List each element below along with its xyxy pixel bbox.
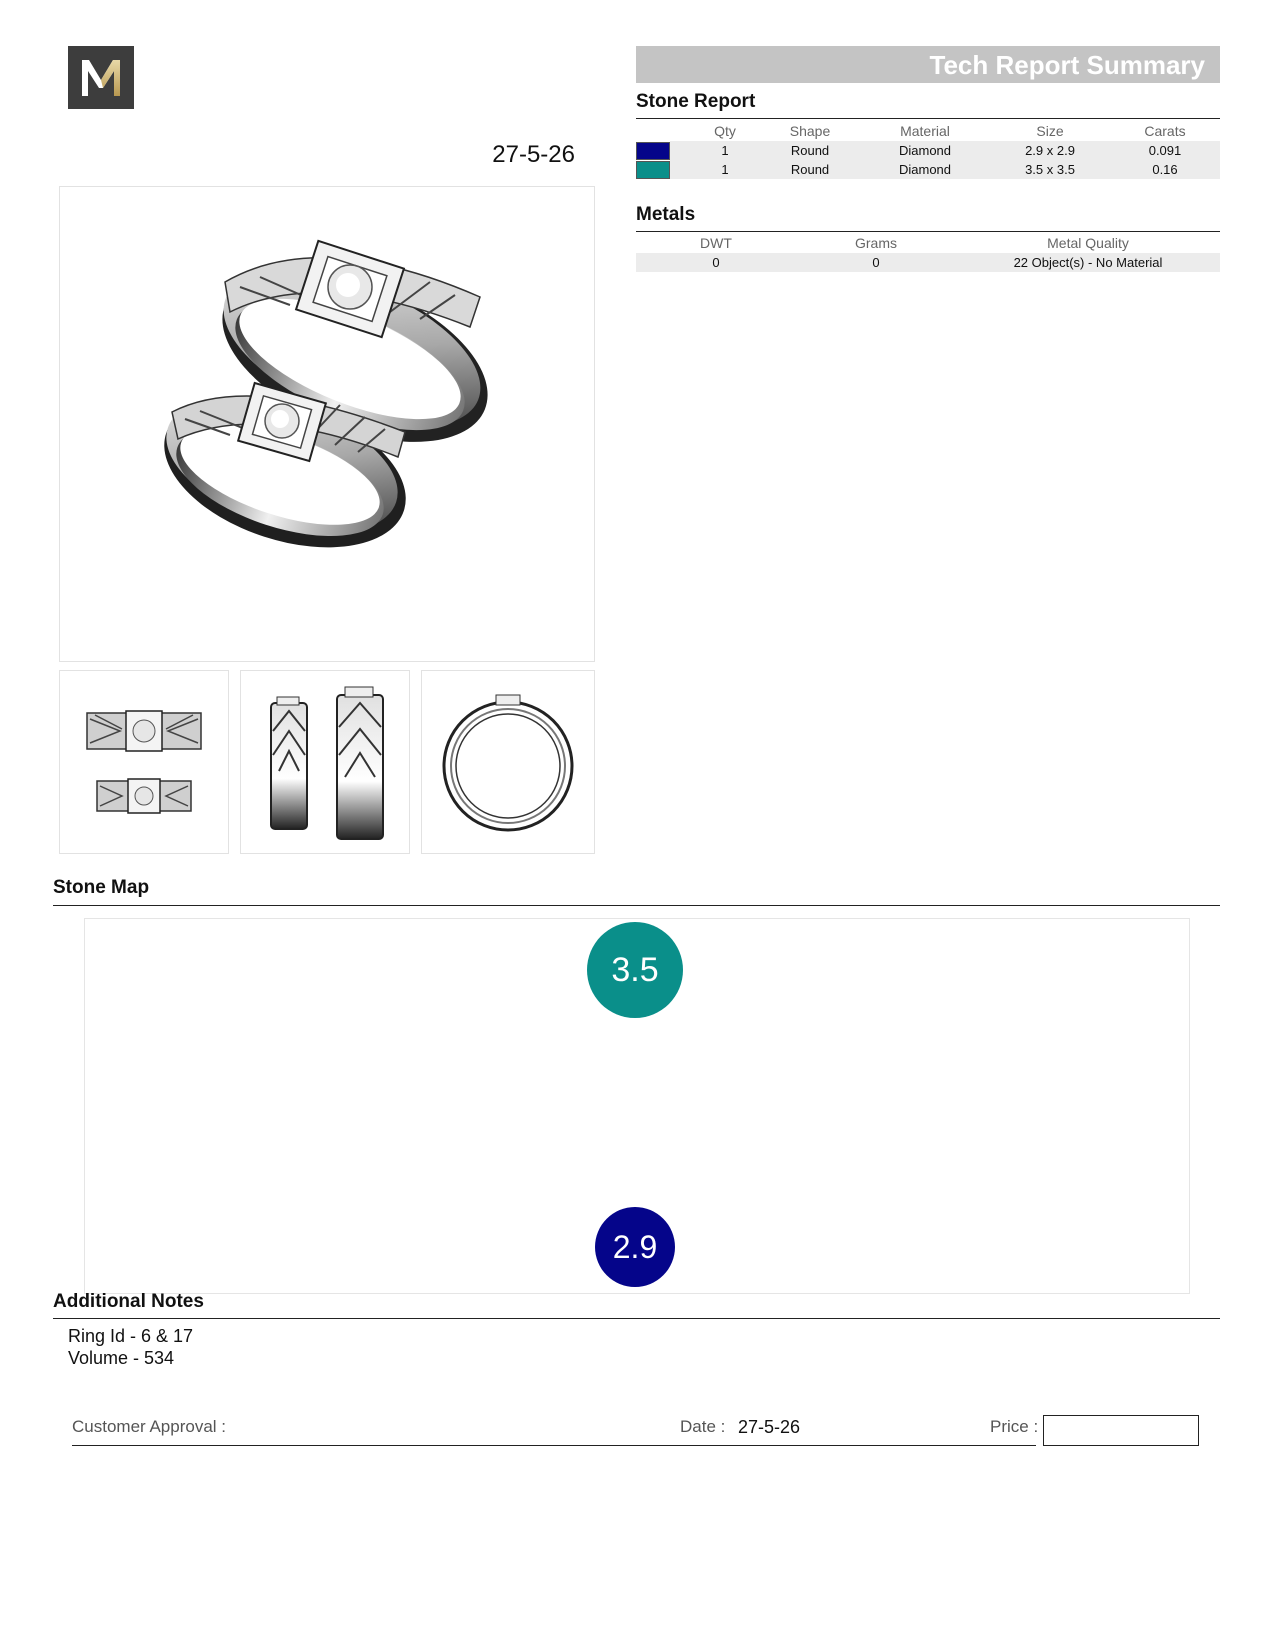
- stone-report-heading: Stone Report: [636, 91, 756, 112]
- thumbnail-side-view: [240, 670, 410, 854]
- note-line: Ring Id - 6 & 17: [68, 1326, 194, 1346]
- divider: [636, 118, 1220, 119]
- carats-cell: 0.091: [1110, 141, 1220, 160]
- stone-map: [84, 918, 1190, 1294]
- spacer-cell: [670, 160, 690, 179]
- price-label: Price :: [990, 1417, 1039, 1436]
- divider: [636, 231, 1220, 232]
- material-cell: Diamond: [860, 160, 990, 179]
- metals-heading: Metals: [636, 204, 696, 225]
- company-logo: [68, 46, 134, 109]
- main-ring-image: [59, 186, 595, 662]
- stone-size-label: 2.9: [612, 1228, 658, 1265]
- column-header: Qty: [714, 123, 736, 139]
- thumbnail-top-view: [59, 670, 229, 854]
- quality-cell: 22 Object(s) - No Material: [956, 253, 1220, 272]
- date-value: 27-5-26: [738, 1417, 801, 1437]
- divider: [53, 905, 1220, 906]
- column-header: Size: [1036, 123, 1064, 139]
- column-header: Carats: [1144, 123, 1186, 139]
- note-line: Volume - 534: [68, 1348, 175, 1368]
- approval-signature-line[interactable]: [72, 1445, 1036, 1446]
- stone-report-table: [636, 121, 1220, 179]
- size-cell: 3.5 x 3.5: [990, 160, 1110, 179]
- stone-marker: [587, 922, 683, 1018]
- column-header: Grams: [855, 235, 897, 251]
- shape-cell: Round: [760, 160, 860, 179]
- stone-marker: [595, 1207, 675, 1287]
- stone-map-heading: Stone Map: [53, 877, 150, 898]
- column-header: Metal Quality: [1047, 235, 1129, 251]
- thumbnail-front-view: [421, 670, 595, 854]
- date-label: Date :: [680, 1417, 726, 1436]
- ring-pair-illustration: [60, 187, 594, 661]
- additional-notes-heading: Additional Notes: [53, 1291, 204, 1312]
- color-cell: [636, 141, 670, 160]
- material-cell: Diamond: [860, 141, 990, 160]
- stone-color-swatch: [636, 142, 670, 160]
- notes-body: [68, 1325, 193, 1369]
- top-view-lower-band: [97, 779, 191, 813]
- stone-color-swatch: [636, 161, 670, 179]
- column-header: Shape: [789, 123, 831, 139]
- stone-size-label: 3.5: [611, 950, 659, 989]
- top-view-upper-band: [87, 711, 201, 751]
- table-row: [636, 141, 1220, 160]
- spacer-cell: [670, 141, 690, 160]
- color-cell: [636, 160, 670, 179]
- column-header: DWT: [700, 235, 732, 251]
- table-header-row: [636, 121, 1220, 141]
- column-header: Material: [900, 123, 950, 139]
- report-title: Tech Report Summary: [929, 50, 1205, 80]
- qty-cell: 1: [690, 160, 760, 179]
- divider: [53, 1318, 1220, 1319]
- metals-table: [636, 233, 1220, 272]
- price-field[interactable]: [1043, 1415, 1199, 1446]
- design-id: 27-5-26: [492, 141, 575, 168]
- customer-approval-label: Customer Approval :: [72, 1417, 227, 1436]
- qty-cell: 1: [690, 141, 760, 160]
- grams-cell: 0: [796, 253, 956, 272]
- size-cell: 2.9 x 2.9: [990, 141, 1110, 160]
- table-header-row: [636, 233, 1220, 253]
- shape-cell: Round: [760, 141, 860, 160]
- dwt-cell: 0: [636, 253, 796, 272]
- table-row: [636, 160, 1220, 179]
- carats-cell: 0.16: [1110, 160, 1220, 179]
- table-row: [636, 253, 1220, 272]
- report-title-banner: [636, 46, 1220, 83]
